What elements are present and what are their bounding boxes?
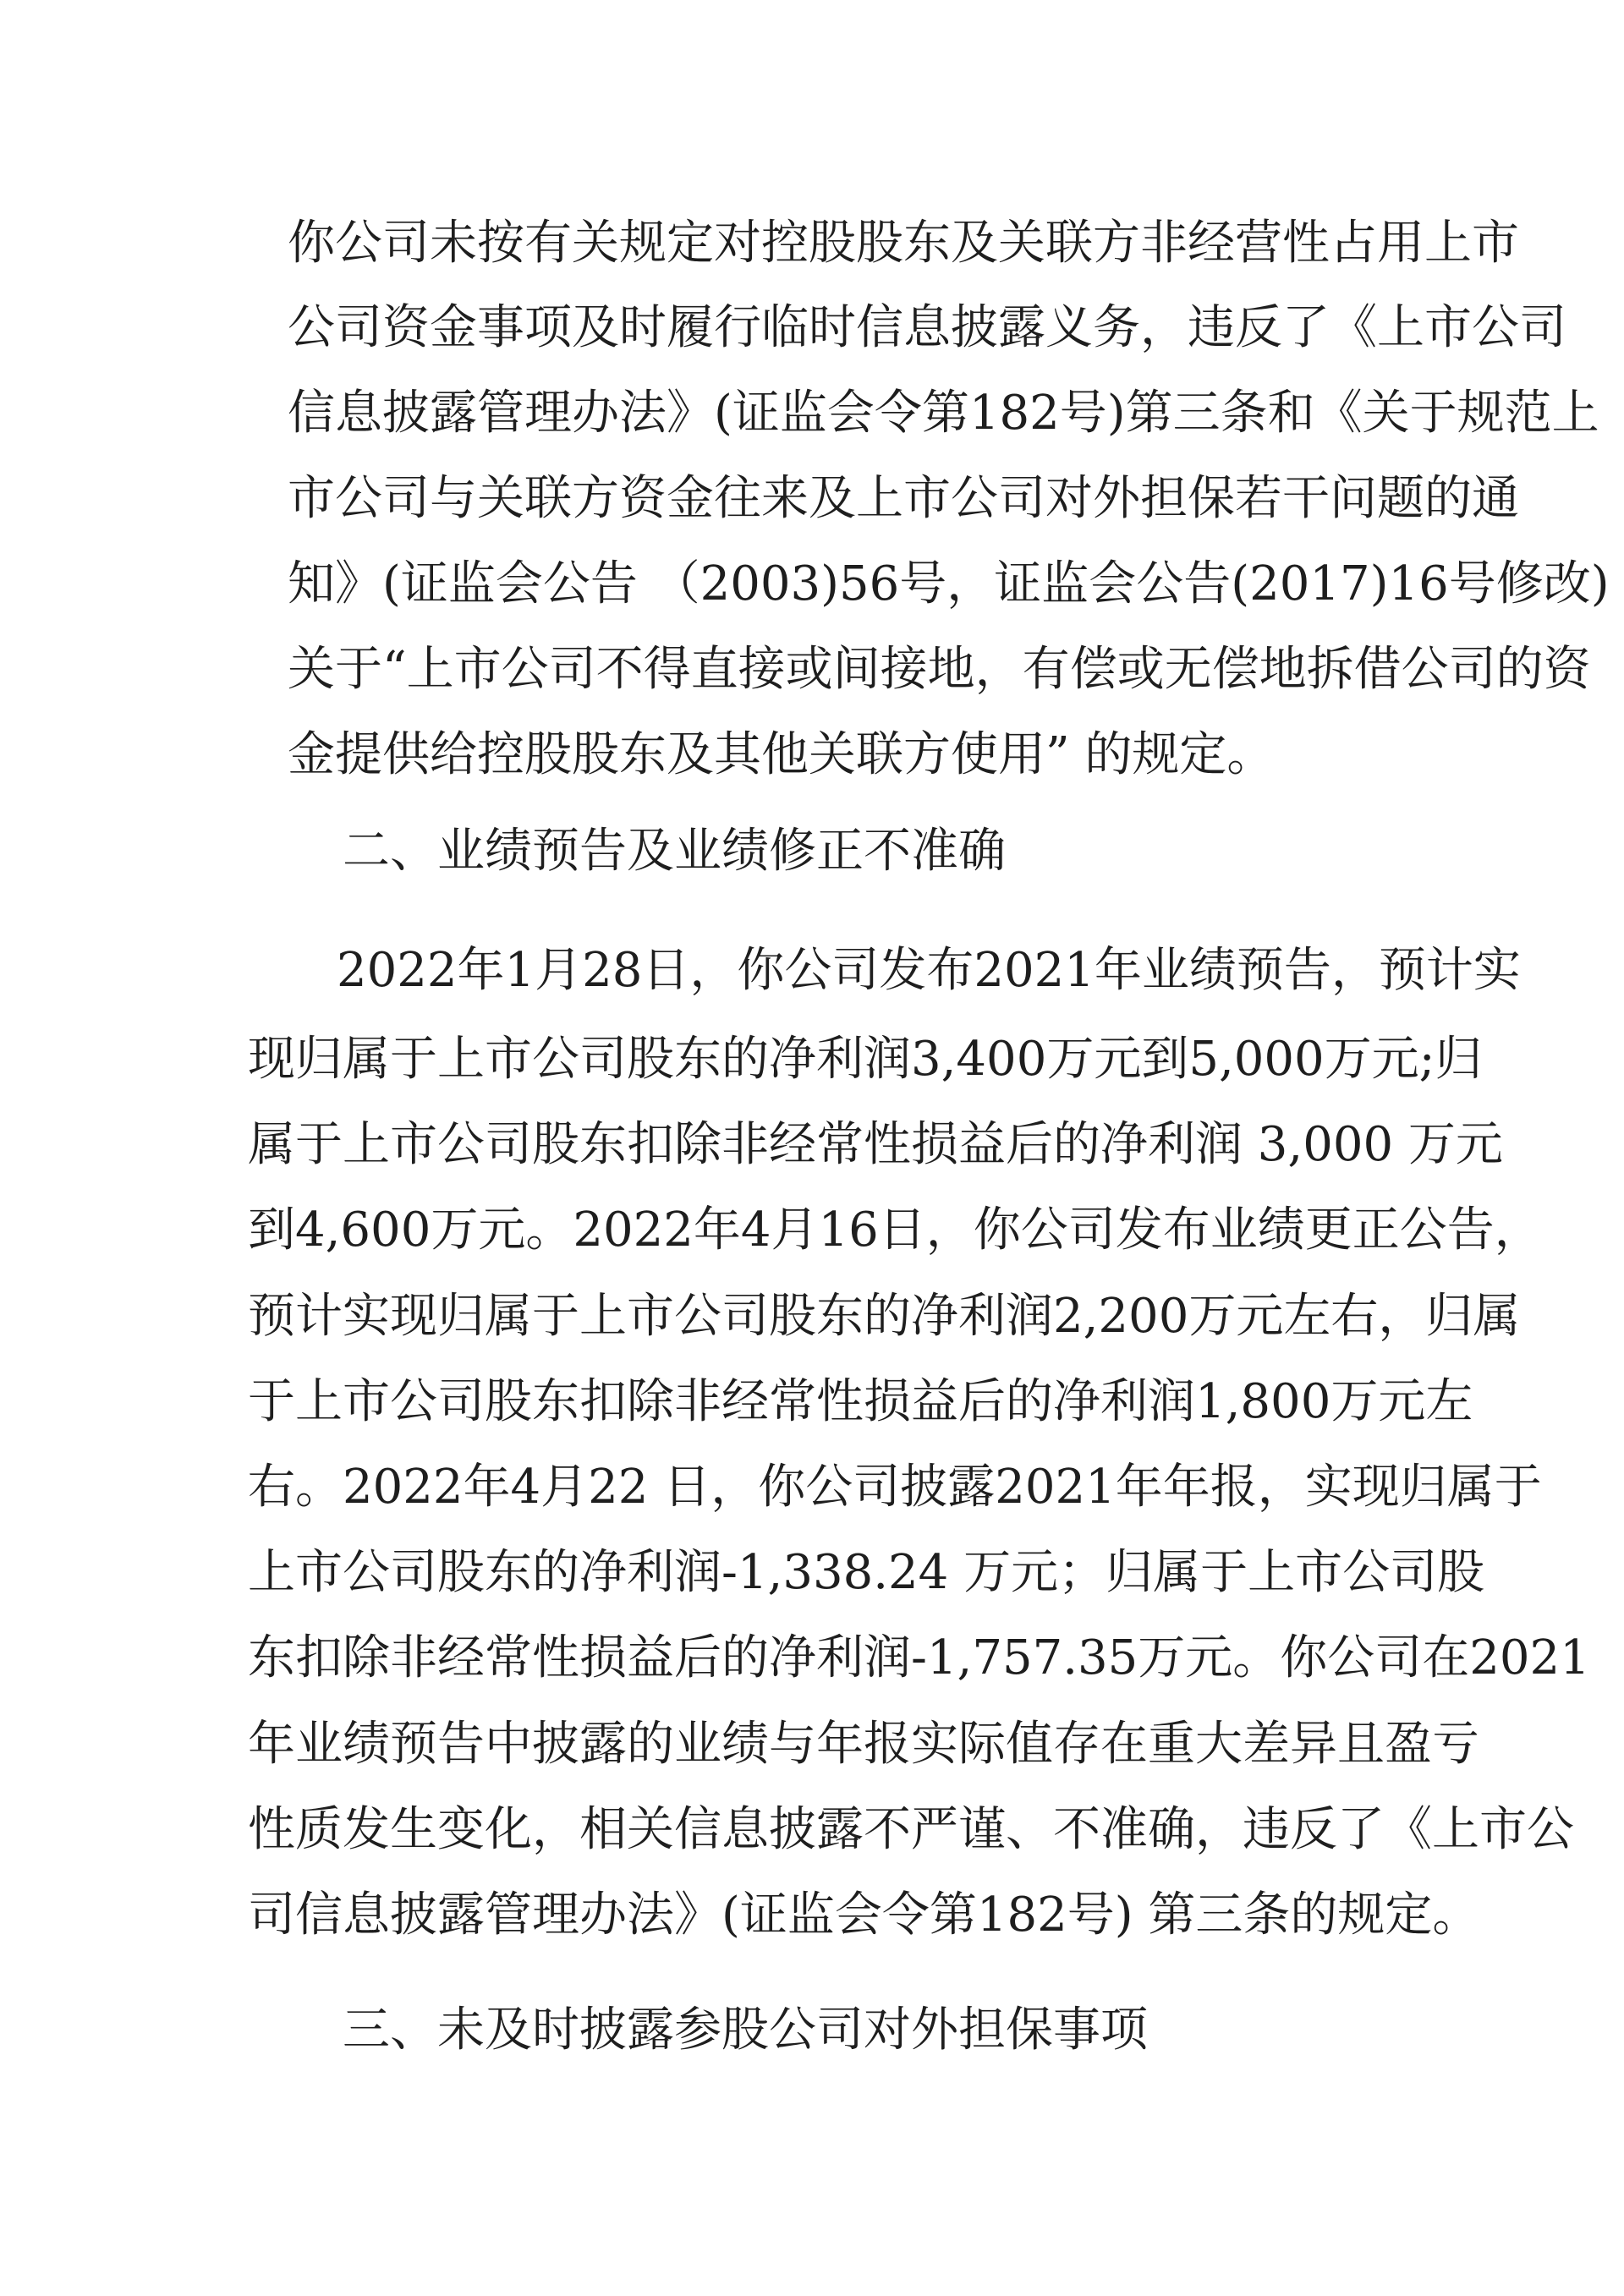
text-line: 现归属于上市公司股东的净利润3,400万元到5,000万元;归	[248, 1032, 1483, 1087]
text-line: 性质发生变化，相关信息披露不严谨、不准确，违反了《上市公	[248, 1802, 1574, 1857]
text-line: 到4,600万元。2022年4月16日，你公司发布业绩更正公告，	[248, 1203, 1542, 1258]
section-heading-3: 三、未及时披露参股公司对外担保事项	[343, 2003, 1148, 2058]
section-heading-2: 二、业绩预告及业绩修正不准确	[343, 824, 1006, 879]
text-line: 预计实现归属于上市公司股东的净利润2,200万元左右，归属	[248, 1289, 1521, 1344]
text-line: 金提供给控股股东及其他关联方使用” 的规定。	[288, 727, 1275, 782]
text-line: 2022年1月28日，你公司发布2021年业绩预告，预计实	[337, 943, 1521, 998]
text-line: 属于上市公司股东扣除非经常性损益后的净利润 3,000 万元	[248, 1117, 1503, 1172]
text-line: 信息披露管理办法》(证监会令第182号)第三条和《关于规范上	[288, 386, 1599, 441]
text-line: 于上市公司股东扣除非经常性损益后的净利润1,800万元左	[248, 1374, 1473, 1429]
text-line: 年业绩预告中披露的业绩与年报实际值存在重大差异且盈亏	[248, 1717, 1479, 1772]
text-line: 市公司与关联方资金往来及上市公司对外担保若干问题的通	[288, 471, 1519, 526]
text-line: 右。2022年4月22 日，你公司披露2021年年报，实现归属于	[248, 1460, 1542, 1515]
text-line: 司信息披露管理办法》(证监会令第182号) 第三条的规定。	[248, 1888, 1480, 1943]
text-line: 上市公司股东的净利润-1,338.24 万元；归属于上市公司股	[248, 1545, 1485, 1600]
text-line: 东扣除非经常性损益后的净利润-1,757.35万元。你公司在2021	[248, 1630, 1590, 1685]
text-line: 知》(证监会公告 （2003)56号，证监会公告(2017)16号修改)	[288, 556, 1610, 611]
text-line: 你公司未按有关规定对控股股东及关联方非经营性占用上市	[288, 216, 1519, 271]
text-line: 关于“上市公司不得直接或间接地，有偿或无偿地拆借公司的资	[288, 642, 1591, 697]
text-line: 公司资金事项及时履行临时信息披露义务，违反了《上市公司	[288, 300, 1566, 355]
